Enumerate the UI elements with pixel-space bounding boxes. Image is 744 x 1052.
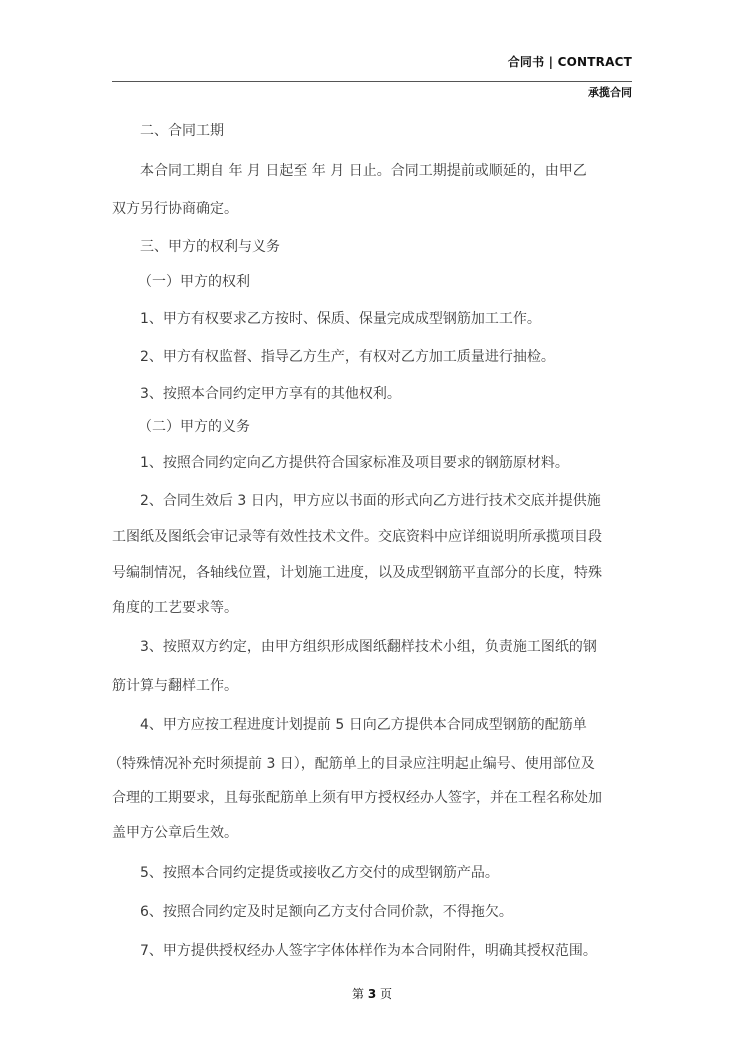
list-item: 1、按照合同约定向乙方提供符合国家标准及项目要求的钢筋原材料。	[140, 455, 569, 471]
list-item: 3、按照本合同约定甲方享有的其他权利。	[140, 386, 401, 402]
list-item: 4、甲方应按工程进度计划提前 5 日向乙方提供本合同成型钢筋的配筋单	[140, 717, 587, 733]
list-item: 2、甲方有权监督、指导乙方生产，有权对乙方加工质量进行抽检。	[140, 349, 555, 365]
header-subtitle: 承揽合同	[588, 86, 632, 99]
subsection-heading-rights: （一）甲方的权利	[138, 274, 250, 290]
list-item: 7、甲方提供授权经办人签字字体体样作为本合同附件，明确其授权范围。	[140, 943, 597, 959]
header-divider	[112, 81, 632, 82]
page-prefix: 第	[351, 987, 364, 1001]
list-item: 1、甲方有权要求乙方按时、保质、保量完成成型钢筋加工工作。	[140, 311, 541, 327]
paragraph-line: 角度的工艺要求等。	[112, 600, 238, 616]
section-heading-rights: 三、甲方的权利与义务	[140, 239, 280, 255]
subsection-heading-obligations: （二）甲方的义务	[138, 419, 250, 435]
paragraph-line: 本合同工期自 年 月 日起至 年 月 日止。合同工期提前或顺延的，由甲乙	[140, 163, 587, 179]
paragraph-line: 号编制情况，各轴线位置，计划施工进度，以及成型钢筋平直部分的长度，特殊	[112, 565, 602, 581]
paragraph-line: 筋计算与翻样工作。	[112, 678, 238, 694]
list-item: 6、按照合同约定及时足额向乙方支付合同价款，不得拖欠。	[140, 904, 513, 920]
page-number-footer	[0, 985, 744, 1002]
paragraph-line: （特殊情况补充时须提前 3 日），配筋单上的目录应注明起止编号、使用部位及	[108, 756, 595, 772]
header-title: 合同书 | CONTRACT	[507, 55, 632, 69]
list-item: 5、按照本合同约定提货或接收乙方交付的成型钢筋产品。	[140, 865, 499, 881]
paragraph-line: 合理的工期要求，且每张配筋单上须有甲方授权经办人签字，并在工程名称处加	[112, 790, 602, 806]
page-suffix: 页	[380, 987, 393, 1001]
paragraph-line: 双方另行协商确定。	[112, 201, 238, 217]
paragraph-line: 盖甲方公章后生效。	[112, 825, 238, 841]
paragraph-line: 工图纸及图纸会审记录等有效性技术文件。交底资料中应详细说明所承揽项目段	[112, 529, 602, 545]
list-item: 2、合同生效后 3 日内，甲方应以书面的形式向乙方进行技术交底并提供施	[140, 493, 601, 509]
page-number: 3	[367, 987, 377, 1001]
section-heading-term: 二、合同工期	[140, 123, 224, 139]
list-item: 3、按照双方约定，由甲方组织形成图纸翻样技术小组，负责施工图纸的钢	[140, 639, 597, 655]
